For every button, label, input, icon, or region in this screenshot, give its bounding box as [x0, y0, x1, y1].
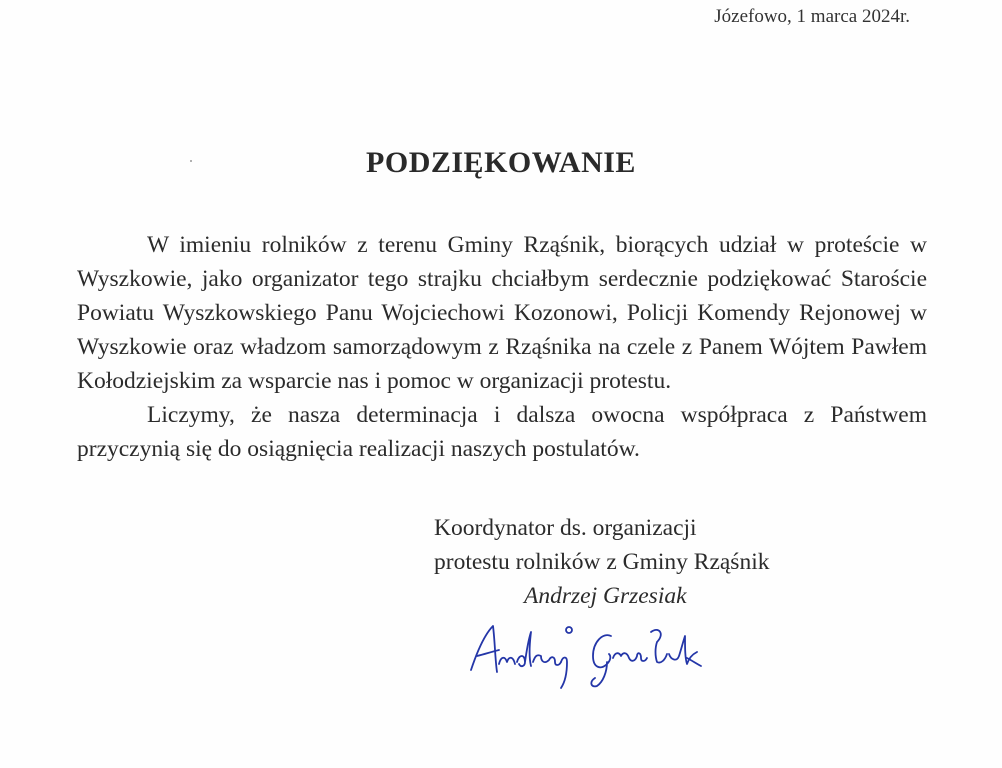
signatory-role-line-2: protestu rolników z Gminy Rząśnik [434, 549, 770, 575]
letter-body [77, 228, 927, 466]
letter-title: PODZIĘKOWANIE [366, 146, 636, 179]
body-paragraph: W imieniu rolników z terenu Gminy Rząśnik, biorących udział w proteście w Wyszkowie, jako organizator tego strajku chciałbym serdecznie podziękować Staroście Powiatu Wyszkowskiego Panu Wojciechowi Kozonowi, Policji Komendy Rejonowej w Wyszkowie oraz władzom samorządowym z Rząśnika na czele z Panem Wójtem Pawłem Kołodziejskim za wsparcie nas i pomoc w organizacji protestu. [77, 232, 927, 394]
handwritten-signature [465, 612, 715, 692]
letter-date: Józefowo, 1 marca 2024r. [714, 6, 910, 27]
signatory-name: Andrzej Grzesiak [524, 583, 687, 609]
signatory-role-line-1: Koordynator ds. organizacji [434, 515, 697, 541]
signature-block [434, 511, 769, 613]
body-paragraph: Liczymy, że nasza determinacja i dalsza owocna współpraca z Państwem przyczynią się do osiągnięcia realizacji naszych postulatów. [77, 402, 927, 462]
